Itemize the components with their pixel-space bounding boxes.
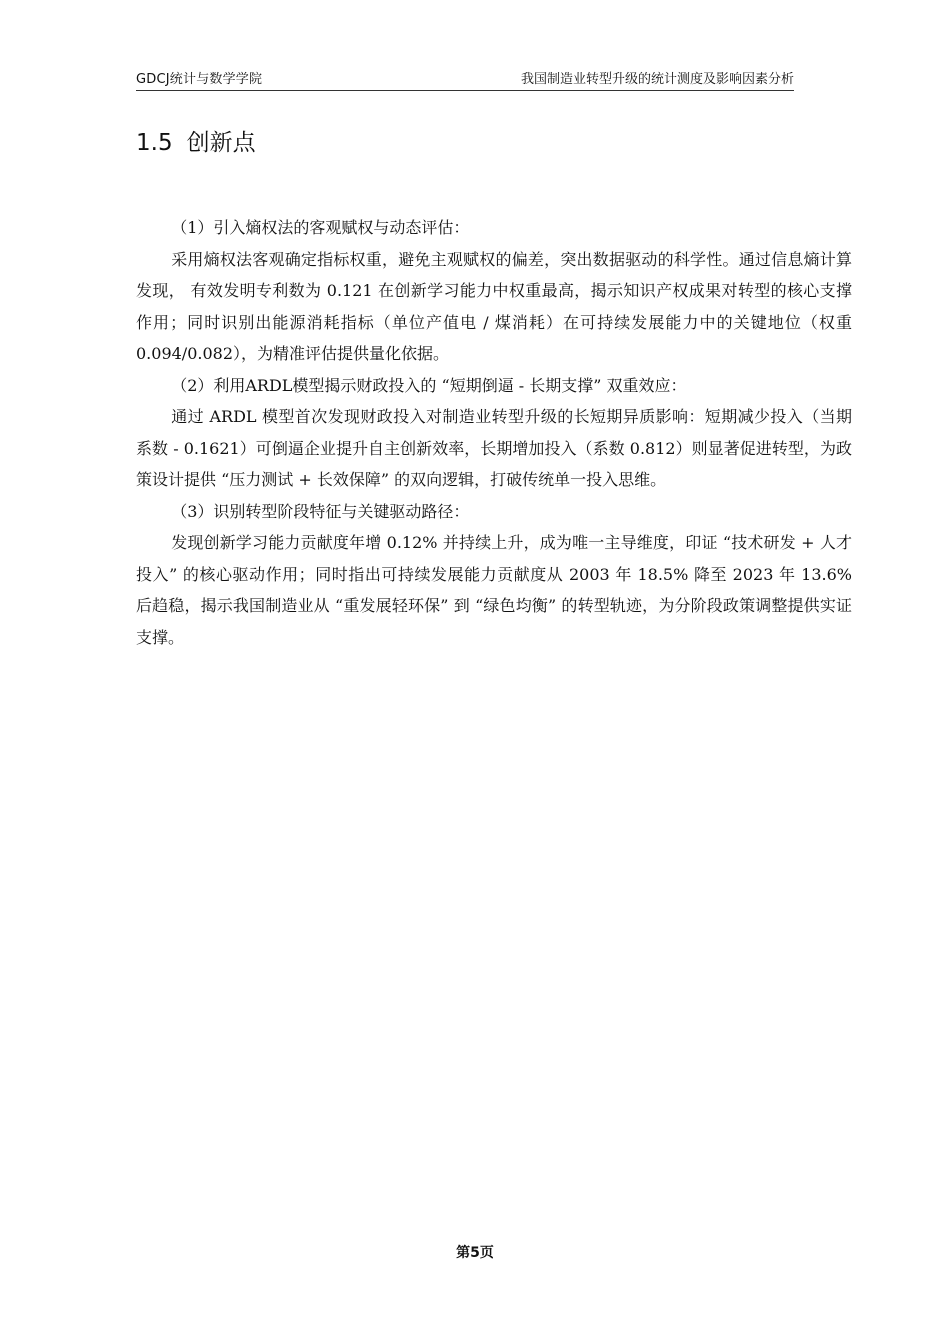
point-3-heading: （3）识别转型阶段特征与关键驱动路径：: [171, 501, 470, 521]
section-number: 1.5: [136, 130, 173, 156]
header-document-title: 我国制造业转型升级的统计测度及影响因素分析: [520, 72, 794, 87]
section-title: 创新点: [186, 130, 256, 156]
section-heading: [136, 124, 256, 157]
header-institution: GDCJ统计与数学学院: [136, 72, 263, 87]
section-content: [136, 212, 852, 653]
point-1-heading: （1）引入熵权法的客观赋权与动态评估：: [171, 218, 470, 237]
point-3-body: 发现创新学习能力贡献度年增 0.12% 并持续上升，成为唯一主导维度，印证 “技术研发 + 人才投入” 的核心驱动作用；同时指出可持续发展能力贡献度从 2003 年 18.5% 降至 2023 年 13.6% 后趋稳，揭示我国制造业从 “重发展轻环保” 到 “绿色均衡” 的转型轨迹，为分阶段政策调整提供实证支撑。: [136, 533, 852, 647]
page-header: [136, 66, 794, 91]
point-1-body: 采用熵权法客观确定指标权重，避免主观赋权的偏差，突出数据驱动的科学性。通过信息熵计算发现， 有效发明专利数为 0.121 在创新学习能力中权重最高，揭示知识产权成果对转型的核心支撑作用；同时识别出能源消耗指标（单位产值电 / 煤消耗）在可持续发展能力中的关键地位（权重 0.094/0.082），为精准评估提供量化依据。: [136, 249, 852, 363]
point-2-body: 通过 ARDL 模型首次发现财政投入对制造业转型升级的长短期异质影响：短期减少投入（当期系数 - 0.1621）可倒逼企业提升自主创新效率，长期增加投入（系数 0.812）则显著促进转型，为政策设计提供 “压力测试 + 长效保障” 的双向逻辑，打破传统单一投入思维。: [136, 407, 852, 489]
point-2-heading: （2）利用ARDL模型揭示财政投入的 “短期倒逼 - 长期支撑” 双重效应：: [171, 375, 687, 395]
page-number: 第5页: [456, 1245, 494, 1261]
